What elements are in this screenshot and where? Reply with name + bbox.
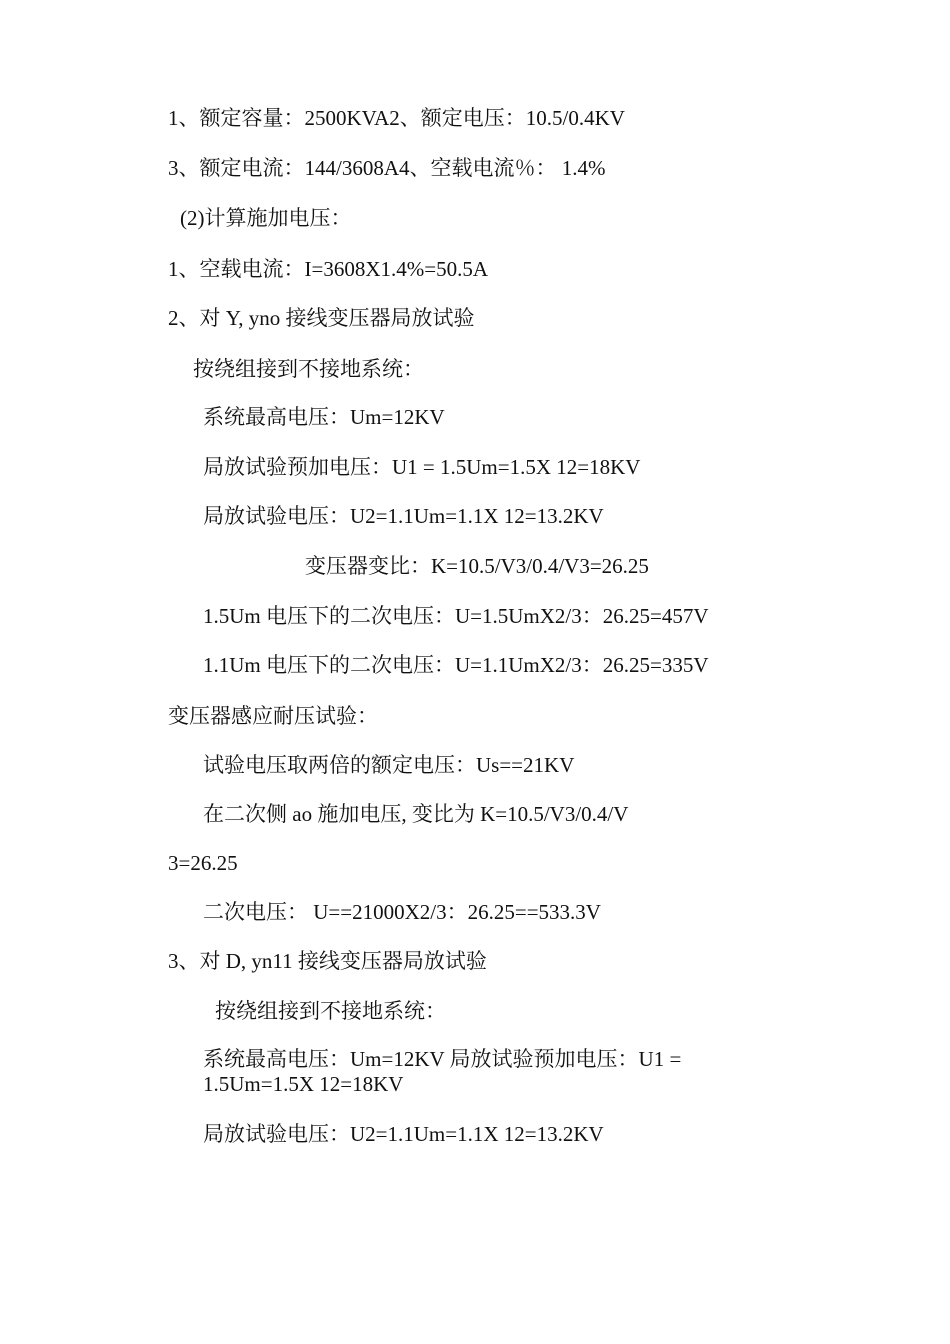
test-voltage-yyno: 局放试验电压：U2=1.1Um=1.1X 12=13.2KV [203, 504, 604, 528]
spec-line-current: 3、额定电流：144/3608A4、空载电流％： 1.4% [168, 156, 606, 180]
induced-ratio-line: 在二次侧 ao 施加电压, 变比为 K=10.5/V3/0.4/V [203, 802, 629, 826]
pre-voltage-yyno: 局放试验预加电压：U1 = 1.5Um=1.5X 12=18KV [203, 455, 641, 479]
secondary-voltage-15um: 1.5Um 电压下的二次电压：U=1.5UmX2/3：26.25=457V [203, 604, 709, 628]
induced-secondary-voltage: 二次电压： U==21000X2/3：26.25==533.3V [203, 900, 601, 924]
winding-note-yyno: 按绕组接到不接地系统： [193, 357, 424, 381]
spec-line-capacity-voltage: 1、额定容量：2500KVA2、额定电压：10.5/0.4KV [168, 106, 625, 130]
calc-noload-current: 1、空载电流：I=3608X1.4%=50.5A [168, 257, 489, 281]
section-heading-induced-test: 变压器感应耐压试验： [168, 704, 378, 728]
induced-ratio-continuation: 3=26.25 [168, 851, 238, 875]
secondary-voltage-11um: 1.1Um 电压下的二次电压：U=1.1UmX2/3：26.25=335V [203, 653, 709, 677]
max-voltage-yyno: 系统最高电压：Um=12KV [203, 405, 445, 429]
section-heading-calc-voltage: (2)计算施加电压： [180, 206, 352, 230]
max-and-pre-voltage-dyn11: 系统最高电压：Um=12KV 局放试验预加电压：U1 = 1.5Um=1.5X 12=18KV [203, 1047, 682, 1096]
section-heading-yyno: 2、对 Y, yno 接线变压器局放试验 [168, 306, 475, 330]
winding-note-dyn11: 按绕组接到不接地系统： [215, 999, 446, 1023]
induced-test-voltage: 试验电压取两倍的额定电压：Us==21KV [203, 753, 575, 777]
ratio-line: 变压器变比：K=10.5/V3/0.4/V3=26.25 [305, 554, 649, 578]
section-heading-dyn11: 3、对 D, yn11 接线变压器局放试验 [168, 949, 487, 973]
test-voltage-dyn11: 局放试验电压：U2=1.1Um=1.1X 12=13.2KV [203, 1122, 604, 1146]
